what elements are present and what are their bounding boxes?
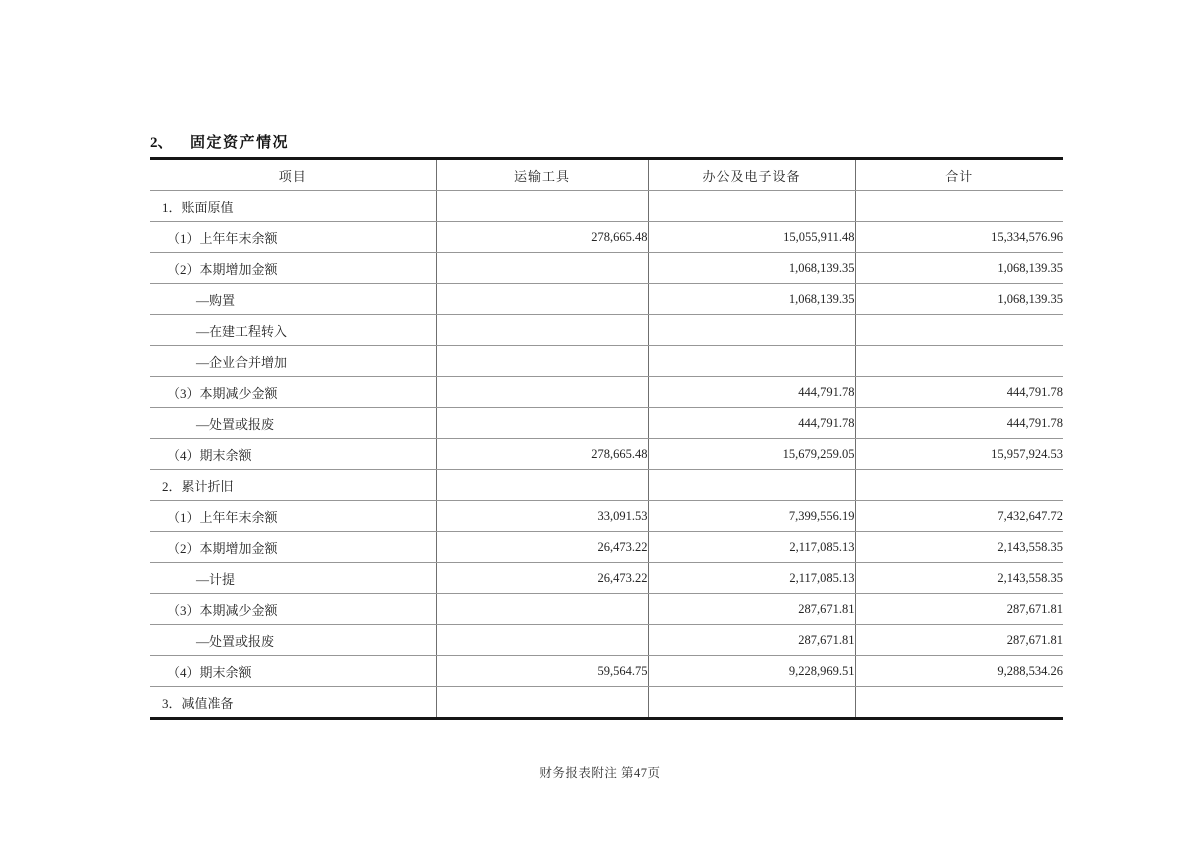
- cell-value: 2,117,085.13: [648, 563, 855, 594]
- cell-value: 2,117,085.13: [648, 532, 855, 563]
- row-label: （3）本期减少金额: [150, 594, 436, 625]
- row-label: —处置或报废: [150, 408, 436, 439]
- row-label: （4）期末余额: [150, 656, 436, 687]
- row-label: 1．账面原值: [150, 191, 436, 222]
- table-row: [150, 439, 1063, 470]
- cell-value: [436, 470, 648, 501]
- table-row: [150, 625, 1063, 656]
- row-label: 3．减值准备: [150, 687, 436, 719]
- cell-value: 1,068,139.35: [855, 253, 1063, 284]
- table-row: [150, 532, 1063, 563]
- row-label: 2．累计折旧: [150, 470, 436, 501]
- table-row: [150, 284, 1063, 315]
- table-row: [150, 315, 1063, 346]
- column-header-transport-equipment: 运输工具: [436, 159, 648, 191]
- cell-value: [855, 346, 1063, 377]
- cell-value: [436, 191, 648, 222]
- cell-value: 287,671.81: [855, 594, 1063, 625]
- cell-value: 15,679,259.05: [648, 439, 855, 470]
- table-row: [150, 687, 1063, 719]
- cell-value: 2,143,558.35: [855, 532, 1063, 563]
- cell-value: [648, 687, 855, 719]
- cell-value: 26,473.22: [436, 563, 648, 594]
- section-number: 2、: [150, 135, 173, 151]
- cell-value: 15,334,576.96: [855, 222, 1063, 253]
- cell-value: [855, 470, 1063, 501]
- cell-value: [648, 315, 855, 346]
- cell-value: 15,957,924.53: [855, 439, 1063, 470]
- row-label: —企业合并增加: [150, 346, 436, 377]
- cell-value: 9,288,534.26: [855, 656, 1063, 687]
- cell-value: 33,091.53: [436, 501, 648, 532]
- cell-value: [436, 315, 648, 346]
- cell-value: [436, 346, 648, 377]
- table-row: [150, 594, 1063, 625]
- row-label: （4）期末余额: [150, 439, 436, 470]
- cell-value: 444,791.78: [855, 377, 1063, 408]
- row-label: （2）本期增加金额: [150, 253, 436, 284]
- cell-value: 444,791.78: [855, 408, 1063, 439]
- cell-value: 1,068,139.35: [855, 284, 1063, 315]
- cell-value: 7,399,556.19: [648, 501, 855, 532]
- cell-value: 9,228,969.51: [648, 656, 855, 687]
- cell-value: 287,671.81: [648, 625, 855, 656]
- cell-value: [436, 594, 648, 625]
- cell-value: 278,665.48: [436, 439, 648, 470]
- table-row: [150, 470, 1063, 501]
- table-row: [150, 656, 1063, 687]
- row-label: —计提: [150, 563, 436, 594]
- fixed-assets-table: [150, 157, 1063, 720]
- row-label: （3）本期减少金额: [150, 377, 436, 408]
- table-row: [150, 408, 1063, 439]
- cell-value: [648, 191, 855, 222]
- cell-value: [436, 408, 648, 439]
- cell-value: [436, 253, 648, 284]
- cell-value: [436, 687, 648, 719]
- cell-value: [855, 687, 1063, 719]
- row-label: （2）本期增加金额: [150, 532, 436, 563]
- cell-value: [436, 625, 648, 656]
- cell-value: 59,564.75: [436, 656, 648, 687]
- cell-value: [648, 470, 855, 501]
- table-row: [150, 253, 1063, 284]
- column-header-total: 合计: [855, 159, 1063, 191]
- row-label: （1）上年年末余额: [150, 501, 436, 532]
- section-title: [150, 133, 289, 154]
- row-label: —处置或报废: [150, 625, 436, 656]
- table-row: [150, 563, 1063, 594]
- table-row: [150, 377, 1063, 408]
- section-title-text: 固定资产情况: [190, 135, 290, 151]
- row-label: （1）上年年末余额: [150, 222, 436, 253]
- table-row: [150, 501, 1063, 532]
- row-label: —在建工程转入: [150, 315, 436, 346]
- cell-value: [436, 284, 648, 315]
- cell-value: 287,671.81: [855, 625, 1063, 656]
- cell-value: 444,791.78: [648, 408, 855, 439]
- cell-value: [436, 377, 648, 408]
- cell-value: 287,671.81: [648, 594, 855, 625]
- table-row: [150, 346, 1063, 377]
- cell-value: 7,432,647.72: [855, 501, 1063, 532]
- cell-value: 444,791.78: [648, 377, 855, 408]
- column-header-item: 项目: [150, 159, 436, 191]
- cell-value: 2,143,558.35: [855, 563, 1063, 594]
- cell-value: 1,068,139.35: [648, 284, 855, 315]
- page-footer: 财务报表附注 第47页: [539, 766, 661, 780]
- cell-value: [855, 315, 1063, 346]
- cell-value: 26,473.22: [436, 532, 648, 563]
- cell-value: 1,068,139.35: [648, 253, 855, 284]
- column-header-office-electronic-equipment: 办公及电子设备: [648, 159, 855, 191]
- row-label: —购置: [150, 284, 436, 315]
- cell-value: 278,665.48: [436, 222, 648, 253]
- cell-value: [855, 191, 1063, 222]
- table-header-row: [150, 159, 1063, 191]
- table-row: [150, 222, 1063, 253]
- cell-value: [648, 346, 855, 377]
- table-row: [150, 191, 1063, 222]
- cell-value: 15,055,911.48: [648, 222, 855, 253]
